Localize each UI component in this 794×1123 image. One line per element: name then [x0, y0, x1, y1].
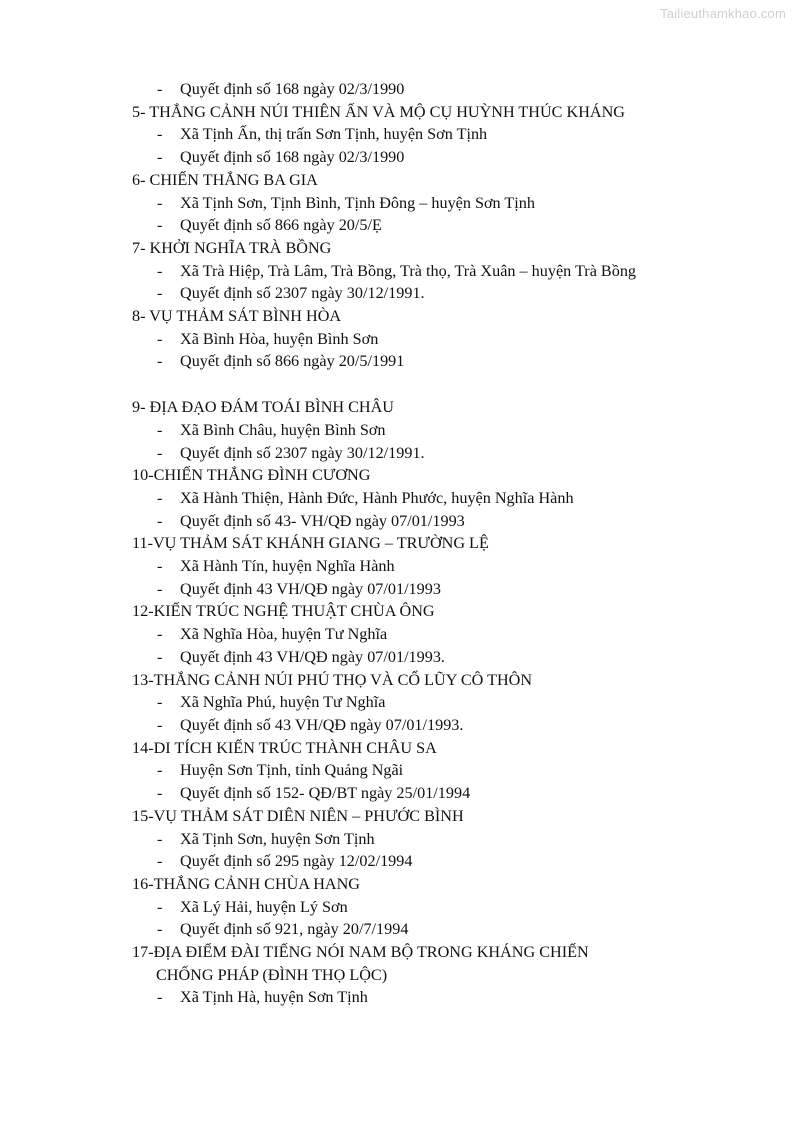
bullet-dash: -	[157, 761, 163, 780]
bullet-dash: -	[157, 261, 163, 280]
list-item-text: Xã Hành Thiện, Hành Đức, Hành Phước, huyện Nghĩa Hành	[180, 488, 574, 507]
list-item-text: Quyết định số 2307 ngày 30/12/1991.	[180, 443, 425, 462]
list-item	[132, 487, 692, 510]
bullet-dash: -	[157, 284, 163, 303]
list-item	[132, 260, 670, 283]
bullet-dash: -	[157, 216, 163, 235]
list-item-text: Xã Tịnh Ấn, thị trấn Sơn Tịnh, huyện Sơn Tịnh	[180, 125, 488, 144]
section-heading: 9- ĐỊA ĐẠO ĐÁM TOÁI BÌNH CHÂU	[132, 398, 394, 417]
list-item-text: Quyết định số 168 ngày 02/3/1990	[180, 80, 405, 98]
list-item-text: Xã Nghĩa Phú, huyện Tư Nghĩa	[180, 693, 386, 712]
bullet-dash: -	[157, 829, 163, 848]
list-item	[132, 691, 692, 714]
bullet-dash: -	[157, 920, 163, 939]
list-item	[132, 918, 692, 941]
document-body	[132, 78, 692, 1009]
list-item	[132, 850, 692, 873]
list-item-text: Quyết định số 2307 ngày 30/12/1991.	[180, 284, 425, 303]
bullet-dash: -	[157, 125, 163, 144]
list-item	[132, 578, 692, 601]
bullet-dash: -	[157, 80, 163, 98]
list-item	[132, 896, 692, 919]
list-item-text: Quyết định 43 VH/QĐ ngày 07/01/1993.	[180, 647, 445, 666]
bullet-dash: -	[157, 193, 163, 212]
list-item-text: Xã Tịnh Sơn, Tịnh Bình, Tịnh Đông – huyện Sơn Tịnh	[180, 193, 535, 212]
list-item	[132, 828, 692, 851]
bullet-dash: -	[157, 693, 163, 712]
list-item	[132, 555, 692, 578]
list-item-text: Huyện Sơn Tịnh, tỉnh Quảng Ngãi	[180, 761, 404, 780]
list-item-text: Xã Tịnh Hà, huyện Sơn Tịnh	[180, 988, 368, 1007]
section-heading: 7- KHỞI NGHĨA TRÀ BỒNG	[132, 238, 332, 257]
section-heading: 12-KIẾN TRÚC NGHỆ THUẬT CHÙA ÔNG	[132, 602, 435, 621]
list-item-text: Quyết định số 921, ngày 20/7/1994	[180, 920, 409, 939]
blank-line	[132, 373, 692, 396]
list-item-text: Quyết định số 43 VH/QĐ ngày 07/01/1993.	[180, 715, 464, 734]
list-item-text: Quyết định số 168 ngày 02/3/1990	[180, 148, 405, 167]
list-item-text: Xã Trà Hiệp, Trà Lâm, Trà Bồng, Trà thọ, Trà Xuân – huyện Trà Bồng	[180, 261, 637, 280]
list-item-text: Xã Lý Hải, huyện Lý Sơn	[180, 897, 348, 916]
bullet-dash: -	[157, 647, 163, 666]
bullet-dash: -	[157, 420, 163, 439]
list-item	[132, 146, 692, 169]
bullet-dash: -	[157, 443, 163, 462]
watermark: Tailieuthamkhao.com	[660, 6, 786, 21]
section-heading: 17-ĐỊA ĐIỂM ĐÀI TIẾNG NÓI NAM BỘ TRONG KHÁNG CHIẾN	[132, 943, 589, 962]
bullet-dash: -	[157, 511, 163, 530]
bullet-dash: -	[157, 579, 163, 598]
bullet-dash: -	[157, 352, 163, 371]
bullet-dash: -	[157, 557, 163, 576]
list-item	[132, 214, 692, 237]
list-item-text: Xã Bình Hòa, huyện Bình Sơn	[180, 329, 379, 348]
section-heading: 16-THẮNG CẢNH CHÙA HANG	[132, 874, 360, 893]
list-item	[132, 282, 692, 305]
bullet-dash: -	[157, 784, 163, 803]
bullet-dash: -	[157, 897, 163, 916]
bullet-dash: -	[157, 148, 163, 167]
list-item	[132, 782, 692, 805]
list-item	[132, 328, 692, 351]
list-item	[132, 510, 692, 533]
list-item	[132, 759, 692, 782]
list-item-text: Quyết định số 43- VH/QĐ ngày 07/01/1993	[180, 511, 465, 530]
list-item	[132, 442, 692, 465]
list-item-text: Quyết định số 866 ngày 20/5/1991	[180, 352, 405, 371]
list-item-text: Xã Bình Châu, huyện Bình Sơn	[180, 420, 386, 439]
bullet-dash: -	[157, 329, 163, 348]
section-heading: 10-CHIẾN THẮNG ĐÌNH CƯƠNG	[132, 466, 371, 485]
list-item	[132, 123, 692, 146]
list-item-text: Quyết định số 152- QĐ/BT ngày 25/01/1994	[180, 784, 471, 803]
bullet-dash: -	[157, 852, 163, 871]
list-item-text: Xã Nghĩa Hòa, huyện Tư Nghĩa	[180, 625, 388, 644]
list-item-text: Xã Hành Tín, huyện Nghĩa Hành	[180, 557, 395, 576]
list-item	[132, 623, 692, 646]
list-item	[132, 714, 692, 737]
list-item-text: Quyết định số 295 ngày 12/02/1994	[180, 852, 413, 871]
bullet-dash: -	[157, 488, 163, 507]
section-heading: 6- CHIẾN THẮNG BA GIA	[132, 170, 318, 189]
section-heading-continued: CHỐNG PHÁP (ĐÌNH THỌ LỘC)	[156, 965, 388, 984]
section-heading: 14-DI TÍCH KIẾN TRÚC THÀNH CHÂU SA	[132, 738, 437, 757]
section-heading: 15-VỤ THẢM SÁT DIÊN NIÊN – PHƯỚC BÌNH	[132, 806, 464, 825]
bullet-dash: -	[157, 715, 163, 734]
section-heading: 8- VỤ THẢM SÁT BÌNH HÒA	[132, 307, 342, 326]
list-item	[132, 986, 692, 1009]
list-item	[132, 350, 692, 373]
list-item-text: Quyết định 43 VH/QĐ ngày 07/01/1993	[180, 579, 441, 598]
section-heading: 13-THẮNG CẢNH NÚI PHÚ THỌ VÀ CỔ LŨY CÔ THÔN	[132, 670, 533, 689]
section-heading: 11-VỤ THẢM SÁT KHÁNH GIANG – TRƯỜNG LỆ	[132, 534, 489, 553]
list-item	[132, 192, 692, 215]
list-item	[132, 419, 692, 442]
list-item-text: Quyết định số 866 ngày 20/5/Ẹ	[180, 216, 382, 235]
list-item	[132, 78, 692, 101]
bullet-dash: -	[157, 625, 163, 644]
list-item-text: Xã Tịnh Sơn, huyện Sơn Tịnh	[180, 829, 375, 848]
list-item	[132, 646, 692, 669]
bullet-dash: -	[157, 988, 163, 1007]
section-heading: 5- THẮNG CẢNH NÚI THIÊN ẤN VÀ MỘ CỤ HUỲNH THÚC KHÁNG	[132, 102, 625, 121]
